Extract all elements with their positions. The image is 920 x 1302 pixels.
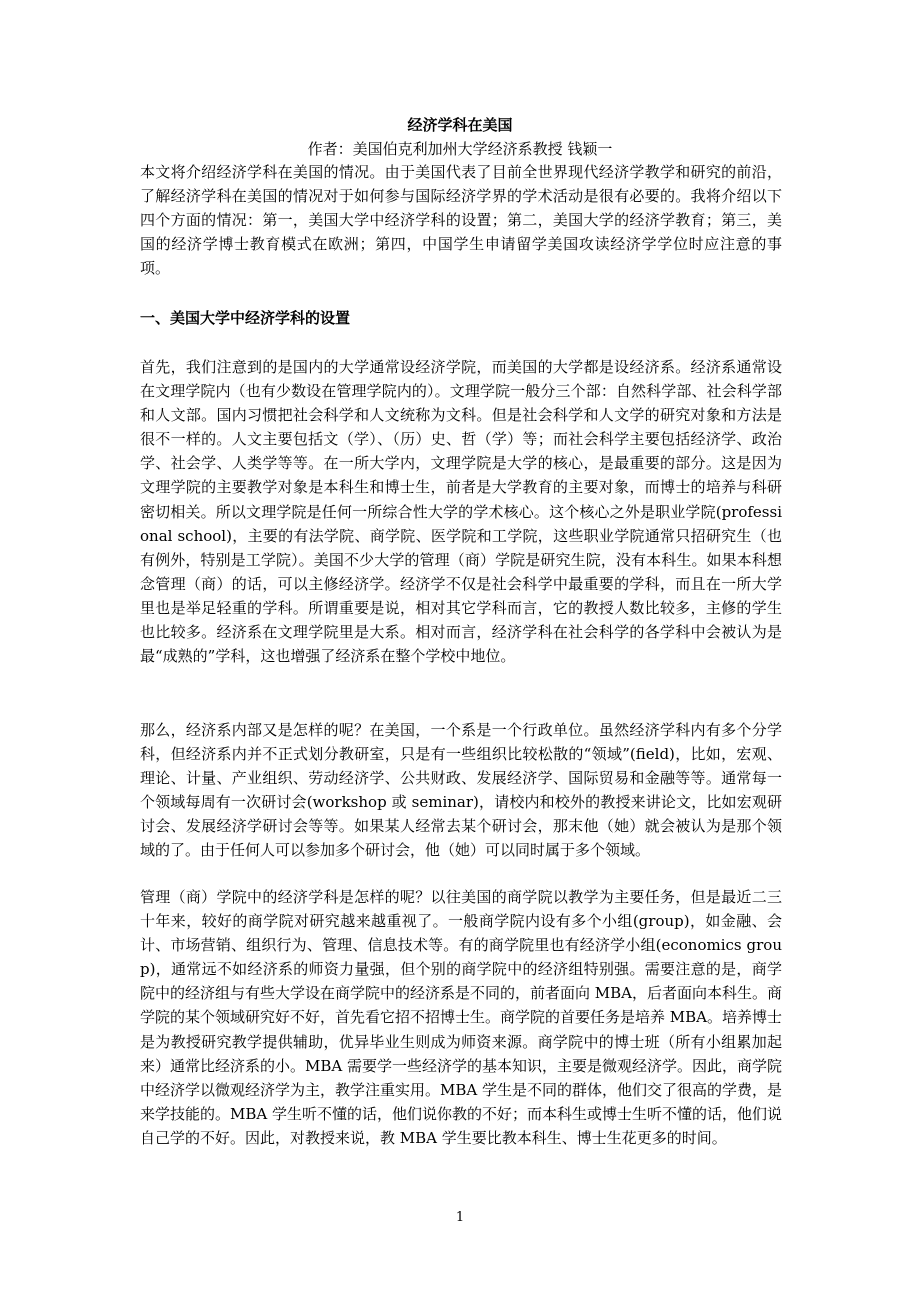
body-paragraph-3: 管理（商）学院中的经济学科是怎样的呢？以往美国的商学院以教学为主要任务，但是最近二三十年来，较好的商学院对研究越来越重视了。一般商学院内设有多个小组(group)，如金融、会计、市场营销、组织行为、管理、信息技术等。有的商学院里也有经济学小组(economics group)，通常远不如经济系的师资力量强，但个别的商学院中的经济组特别强。需要注意的是，商学院中的经济组与有些大学设在商学院中的经济系是不同的，前者面向 MBA，后者面向本科生。商学院的某个领域研究好不好，首先看它招不招博士生。商学院的首要任务是培养 MBA。培养博士是为教授研究教学提供辅助，优异毕业生则成为师资来源。商学院中的博士班（所有小组累加起来）通常比经济系的小。MBA 需要学一些经济学的基本知识，主要是微观经济学。因此，商学院中经济学以微观经济学为主，教学注重实用。MBA 学生是不同的群体，他们交了很高的学费，是来学技能的。MBA 学生听不懂的话，他们说你教的不好；而本科生或博士生听不懂的话，他们说自己学的不好。因此，对教授来说，教 MBA 学生要比教本科生、博士生花更多的时间。 (140, 888, 782, 1147)
document-title: 经济学科在美国 (407, 116, 513, 134)
section-heading: 一、美国大学中经济学科的设置 (140, 309, 351, 327)
intro-paragraph: 本文将介绍经济学科在美国的情况。由于美国代表了目前全世界现代经济学教学和研究的前沿，了解经济学科在美国的情况对于如何参与国际经济学界的学术活动是很有必要的。我将介绍以下四个方面的情况：第一，美国大学中经济学科的设置；第二，美国大学的经济学教育；第三，美国的经济学博士教育模式在欧洲；第四，中国学生申请留学美国攻读经济学学位时应注意的事项。 (140, 163, 782, 278)
body-paragraph-1: 首先，我们注意到的是国内的大学通常设经济学院，而美国的大学都是设经济系。经济系通常设在文理学院内（也有少数设在管理学院内的）。文理学院一般分三个部：自然科学部、社会科学部和人文部。国内习惯把社会科学和人文统称为文科。但是社会科学和人文学的研究对象和方法是很不一样的。人文主要包括文（学）、（历）史、哲（学）等；而社会科学主要包括经济学、政治学、社会学、人类学等等。在一所大学内，文理学院是大学的核心，是最重要的部分。这是因为文理学院的主要教学对象是本科生和博士生，前者是大学教育的主要对象，而博士的培养与科研密切相关。所以文理学院是任何一所综合性大学的学术核心。这个核心之外是职业学院(professional school)，主要的有法学院、商学院、医学院和工学院，这些职业学院通常只招研究生（也有例外，特别是工学院）。美国不少大学的管理（商）学院是研究生院，没有本科生。如果本科想念管理（商）的话，可以主修经济学。经济学不仅是社会科学中最重要的学科，而且在一所大学里也是举足轻重的学科。所谓重要是说，相对其它学科而言，它的教授人数比较多，主修的学生也比较多。经济系在文理学院里是大系。相对而言，经济学科在社会科学的各学科中会被认为是最“成熟的”学科，这也增强了经济系在整个学校中地位。 (140, 358, 782, 666)
author-line: 作者：美国伯克利加州大学经济系教授 钱颖一 (307, 140, 613, 158)
page-number: 1 (455, 1210, 465, 1225)
body-paragraph-2: 那么，经济系内部又是怎样的呢？在美国，一个系是一个行政单位。虽然经济学科内有多个分学科，但经济系内并不正式划分教研室，只是有一些组织比较松散的“领域”(field)，比如，宏观、理论、计量、产业组织、劳动经济学、公共财政、发展经济学、国际贸易和金融等等。通常每一个领域每周有一次研讨会(workshop 或 seminar)，请校内和校外的教授来讲论文，比如宏观研讨会、发展经济学研讨会等等。如果某人经常去某个研讨会，那末他（她）就会被认为是那个领域的了。由于任何人可以参加多个研讨会，他（她）可以同时属于多个领域。 (140, 721, 782, 860)
